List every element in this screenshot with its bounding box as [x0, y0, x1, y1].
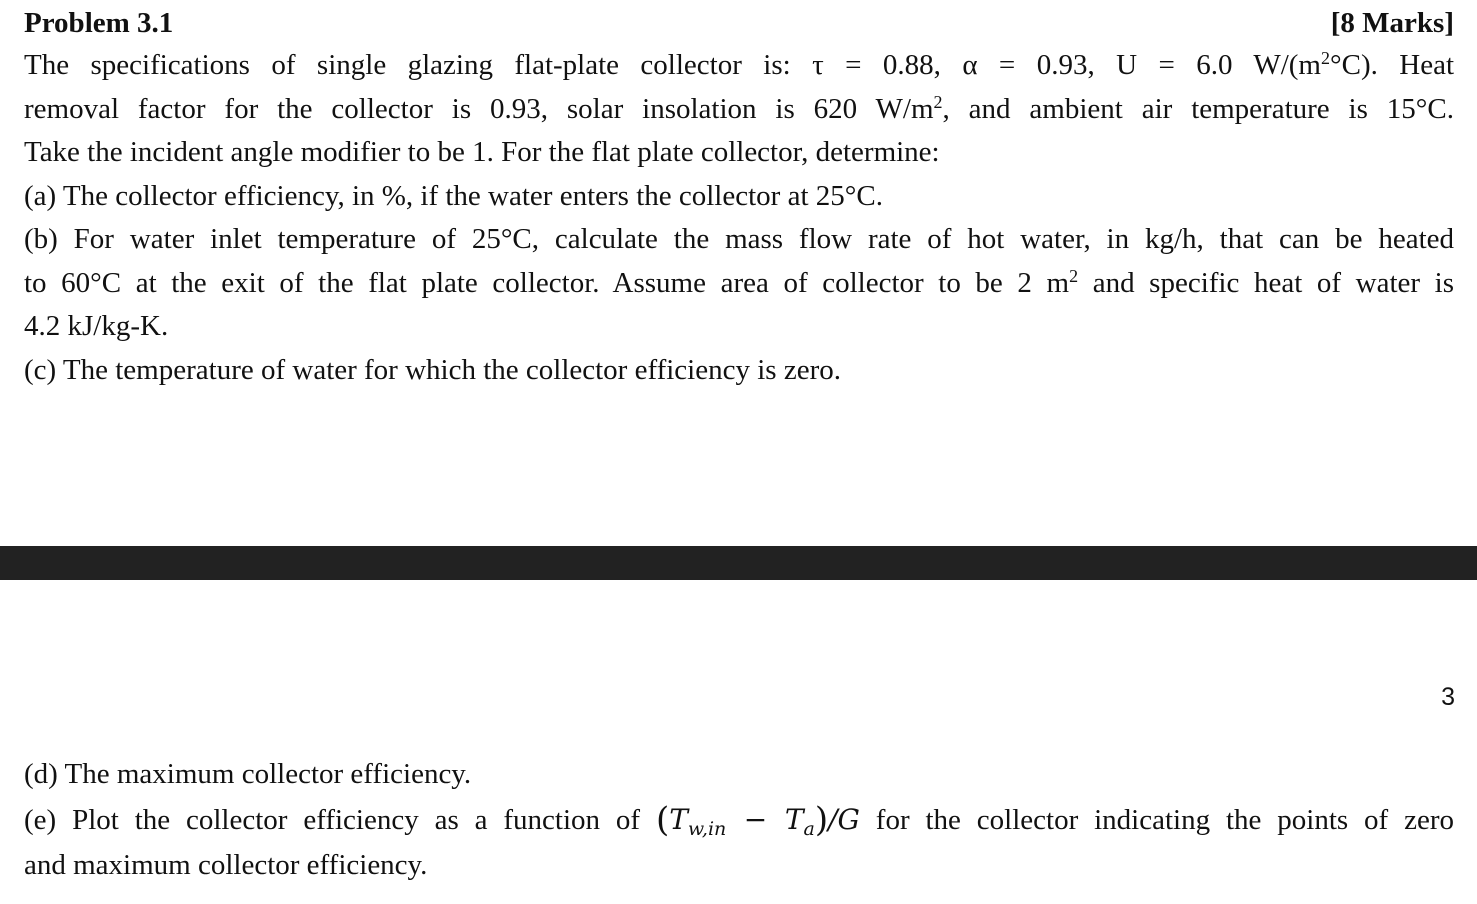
- formula-t-water: T: [669, 803, 688, 836]
- part-b-line-2-end: and specific heat of water is: [1078, 266, 1454, 299]
- problem-header: [24, 2, 1454, 44]
- intro-line-1-end: °C). Heat: [1330, 49, 1454, 81]
- intro-line-1-sup: 2: [1321, 48, 1330, 68]
- page-bottom-section: [24, 752, 1454, 888]
- intro-line-1: [24, 44, 1454, 88]
- part-b-line-1: (b) For water inlet temperature of 25°C, calculate the mass flow rate of hot water, in kg/h, that can be heated: [24, 223, 1454, 255]
- formula-sub-w-in: w,in: [687, 818, 727, 840]
- part-d: (d) The maximum collector efficiency.: [24, 758, 472, 790]
- intro-line-2: [24, 88, 1454, 132]
- intro-line-3: Take the incident angle modifier to be 1. For the flat plate collector, determine:: [24, 136, 940, 168]
- part-b-line-2-sup: 2: [1069, 265, 1079, 286]
- formula-t-ambient: T: [784, 803, 804, 836]
- intro-line-2-text: removal factor for the collector is 0.93, solar insolation is 620 W/m: [24, 92, 934, 125]
- intro-line-2-end: , and ambient air temperature is 15°C.: [942, 92, 1454, 125]
- part-e-line-1: [24, 797, 1454, 843]
- page-number: 3: [1441, 683, 1455, 711]
- part-e-text: (e) Plot the collector efficiency as a function of: [24, 804, 656, 836]
- part-b-line-3: 4.2 kJ/kg-K.: [24, 310, 169, 342]
- page-break-bar: [0, 546, 1477, 580]
- formula-minus: −: [726, 803, 785, 836]
- efficiency-parameter-formula: [655, 800, 860, 840]
- problem-statement: [24, 44, 1454, 392]
- part-a: (a) The collector efficiency, in %, if the water enters the collector at 25°C.: [24, 179, 883, 212]
- intro-line-1-text: The specifications of single glazing flat-plate collector is: τ = 0.88, α = 0.93, U = 6.0 W/(m: [24, 49, 1321, 81]
- part-c: (c) The temperature of water for which the collector efficiency is zero.: [24, 353, 841, 386]
- part-b-line-2-text: to 60°C at the exit of the flat plate collector. Assume area of collector to be 2 m: [24, 266, 1070, 299]
- formula-close-paren: ): [814, 800, 829, 840]
- formula-sub-a: a: [803, 818, 815, 840]
- part-e-end: for the collector indicating the points of zero: [859, 804, 1454, 836]
- part-e-line-2: and maximum collector efficiency.: [24, 849, 428, 881]
- problem-marks: [8 Marks]: [1330, 7, 1454, 39]
- formula-open-paren: (: [655, 800, 670, 840]
- intro-line-2-sup: 2: [933, 91, 943, 112]
- part-b-line-2: [24, 262, 1454, 306]
- formula-div-g: /G: [828, 803, 860, 836]
- page-top-section: [24, 2, 1454, 392]
- problem-title: Problem 3.1: [24, 7, 174, 39]
- continuation-statement: [24, 752, 1454, 888]
